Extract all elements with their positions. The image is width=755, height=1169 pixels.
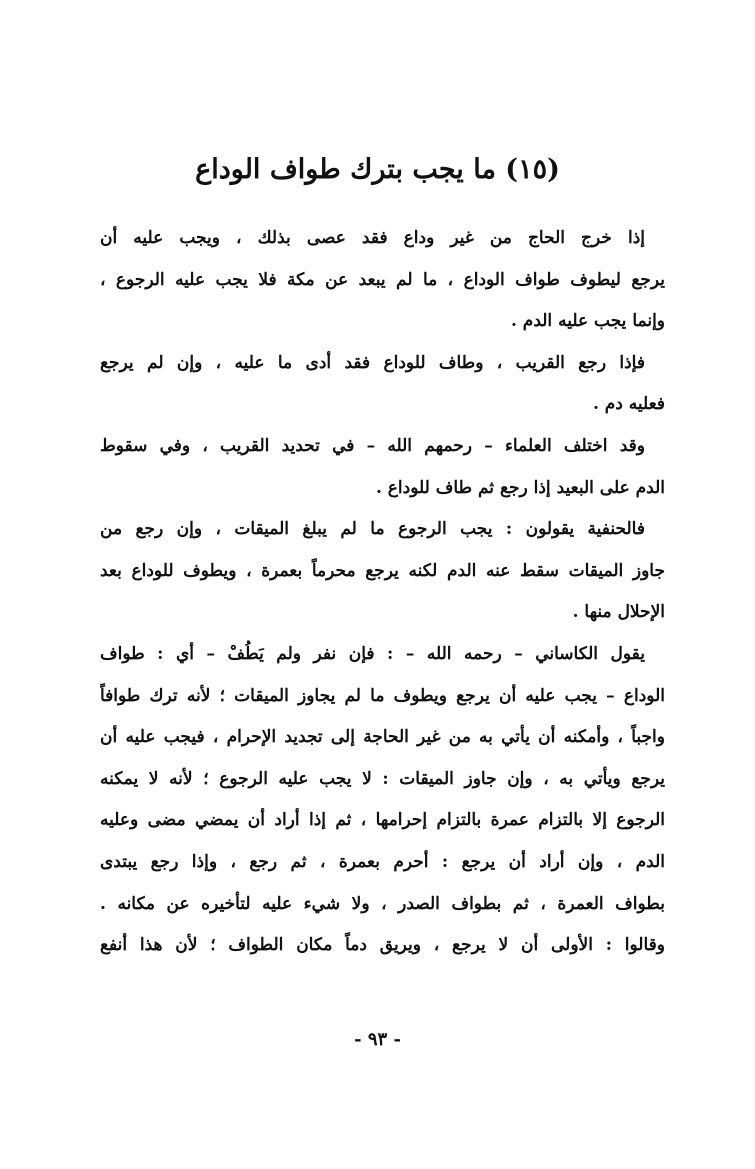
- text-line: جاوز الميقات سقط عنه الدم لكنه يرجع محرماً بعمرة ، ويطوف للوداع بعد: [100, 560, 665, 581]
- text-line: الدم ، وإن أراد أن يرجع : أحرم بعمرة ، ثم رجع ، وإذا رجع يبتدى: [100, 851, 665, 872]
- text-line: يقول الكاساني – رحمه الله – : فإن نفر ولم يَطُفْ – أي : طواف: [100, 643, 645, 664]
- text-line: الإحلال منها .: [572, 602, 665, 623]
- text-line: وقد اختلف العلماء – رحمهم الله – في تحديد القريب ، وفي سقوط: [100, 435, 645, 456]
- body-text: [100, 218, 665, 967]
- text-line: فالحنفية يقولون : يجب الرجوع ما لم يبلغ الميقات ، وإن رجع من: [100, 519, 645, 540]
- text-line: وإنما يجب عليه الدم .: [510, 311, 665, 332]
- text-line: بطواف العمرة ، ثم بطواف الصدر ، ولا شيء عليه لتأخيره عن مكانه .: [100, 893, 665, 914]
- page-number: - ٩٣ -: [354, 1029, 401, 1050]
- text-line: وقالوا : الأولى أن لا يرجع ، ويريق دماً مكان الطواف ؛ لأن هذا أنفع: [100, 935, 665, 956]
- text-line: يرجع ليطوف طواف الوداع ، ما لم يبعد عن مكة فلا يجب عليه الرجوع ،: [100, 269, 665, 290]
- text-line: إذا خرج الحاج من غير وداع فقد عصى بذلك ، ويجب عليه أن: [100, 228, 645, 248]
- text-line: واجباً ، وأمكنه أن يأتي به من غير الحاجة إلى تجديد الإحرام ، فيجب عليه أن: [100, 727, 665, 748]
- text-line: فإذا رجع القريب ، وطاف للوداع فقد أدى ما عليه ، وإن لم يرجع: [100, 352, 645, 373]
- text-line: الوداع – يجب عليه أن يرجع ويطوف ما لم يجاوز الميقات ؛ لأنه ترك طوافاً: [100, 685, 665, 706]
- text-line: يرجع ويأتي به ، وإن جاوز الميقات : لا يجب عليه الرجوع ؛ لأنه لا يمكنه: [100, 768, 665, 789]
- text-line: الرجوع إلا بالتزام عمرة بالتزام إحرامها ، ثم إذا أراد أن يمضي مضى وعليه: [100, 810, 665, 831]
- text-line: فعليه دم .: [592, 394, 665, 415]
- text-line: الدم على البعيد إذا رجع ثم طاف للوداع .: [375, 477, 665, 498]
- page-title: (١٥) ما يجب بترك طواف الوداع: [195, 154, 560, 186]
